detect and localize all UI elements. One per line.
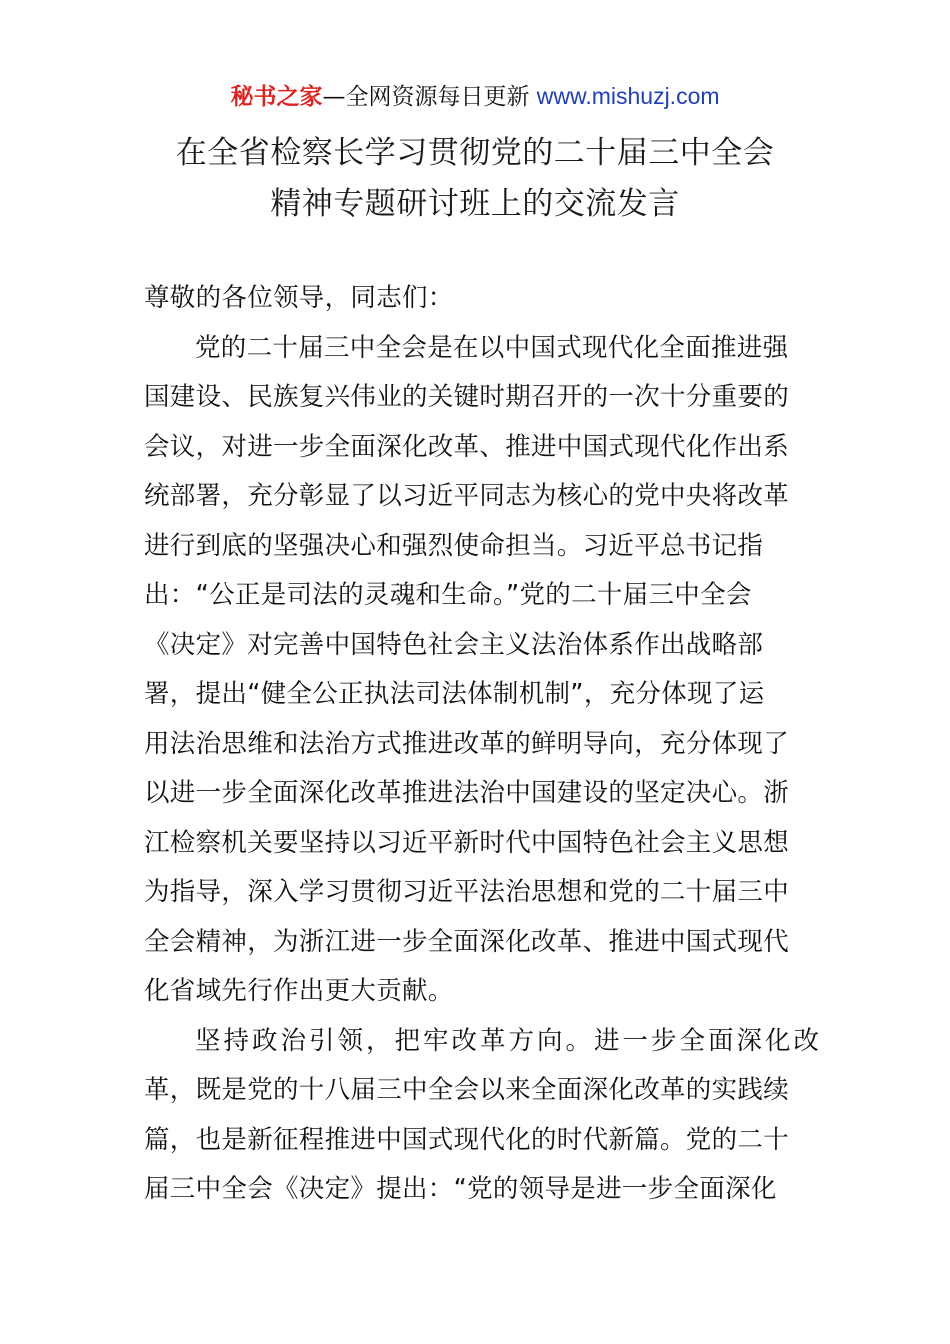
paragraph-line: 用法治思维和法治方式推进改革的鲜明导向，充分体现了	[144, 728, 790, 759]
paragraph-line: 统部署，充分彰显了以习近平同志为核心的党中央将改革	[144, 481, 790, 511]
brand-name: 秘书之家	[230, 84, 323, 110]
paragraph-line: 进行到底的坚强决心和强烈使命担当。习近平总书记指	[144, 530, 764, 561]
paragraph-line: 署，提出“健全公正执法司法体制机制”，充分体现了运	[144, 679, 765, 709]
paragraph-line: 化省域先行作出更大贡献。	[144, 976, 454, 1006]
paragraph-line: 篇，也是新征程推进中国式现代化的时代新篇。党的二十	[144, 1124, 790, 1155]
paragraph-line: 届三中全会《决定》提出：“党的领导是进一步全面深化	[144, 1174, 777, 1204]
paragraph-line: 革，既是党的十八届三中全会以来全面深化改革的实践续	[144, 1075, 790, 1105]
banner-tagline: —全网资源每日更新	[322, 84, 530, 110]
paragraph-line: 以进一步全面深化改革推进法治中国建设的坚定决心。浙	[144, 778, 790, 808]
paragraph-line: 会议，对进一步全面深化改革、推进中国式现代化作出系	[144, 431, 790, 462]
paragraph-line: 出：“公正是司法的灵魂和生命。”党的二十届三中全会	[144, 580, 752, 610]
paragraph-line: 为指导，深入学习贯彻习近平法治思想和党的二十届三中	[144, 877, 790, 907]
paragraph-line: 江检察机关要坚持以习近平新时代中国特色社会主义思想	[144, 827, 790, 858]
document-body	[144, 280, 823, 1221]
paragraph-line: 国建设、民族复兴伟业的关键时期召开的一次十分重要的	[144, 382, 790, 412]
document-title-line-2: 精神专题研讨班上的交流发言	[270, 186, 680, 222]
salutation: 尊敬的各位领导，同志们：	[144, 283, 454, 313]
site-url-link[interactable]: www.mishuzj.com	[536, 83, 720, 109]
paragraph-line: 党的二十届三中全会是在以中国式现代化全面推进强	[195, 332, 789, 363]
paragraph-line: 《决定》对完善中国特色社会主义法治体系作出战略部	[144, 629, 764, 660]
document-title-line-1: 在全省检察长学习贯彻党的二十届三中全会	[175, 135, 775, 171]
site-banner	[0, 80, 950, 113]
paragraph-line: 坚持政治引领，把牢改革方向。进一步全面深化改	[195, 1025, 823, 1056]
paragraph-line: 全会精神，为浙江进一步全面深化改革、推进中国式现代	[144, 926, 790, 957]
